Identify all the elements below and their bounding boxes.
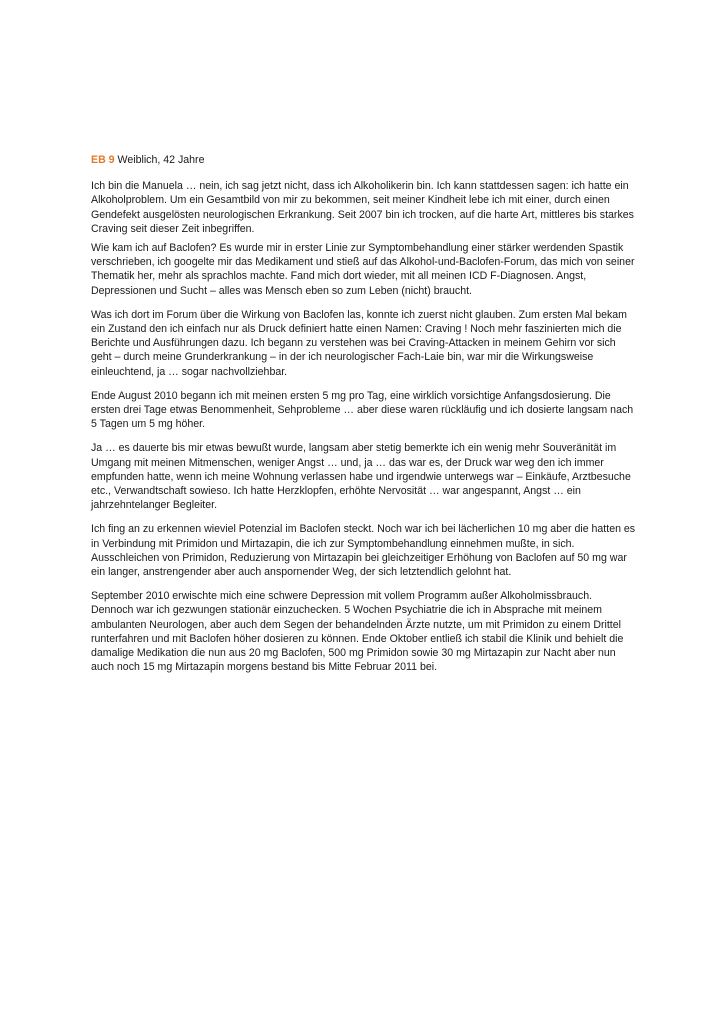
paragraph-4: Ende August 2010 begann ich mit meinen ersten 5 mg pro Tag, eine wirklich vorsichtige Anfangsdosierung. Die ersten drei Tage etwas Benommenheit, Sehprobleme … aber diese waren rückläufig und ich dosierte langsam nach 5 Tagen um 5 mg höher. (91, 389, 634, 431)
paragraph-1: Ich bin die Manuela … nein, ich sag jetzt nicht, dass ich Alkoholikerin bin. Ich kann stattdessen sagen: ich hatte ein Alkoholproblem. Um ein Gesamtbild von mir zu bekommen, seit meiner Kindheit lebe ich mit einer, durch einen Gendefekt ausgelösten neurologischen Erkrankung. Seit 2007 bin ich trocken, auf die harte Art, mittleres bis starkes Craving seit dieser Zeit inbegriffen. (91, 180, 634, 235)
paragraph-5: Ja … es dauerte bis mir etwas bewußt wurde, langsam aber stetig bemerkte ich ein wenig mehr Souveränität im Umgang mit meinen Mitmenschen, weniger Angst … und, ja … das war es, der Druck war weg den ich immer empfunden hatte, wenn ich meine Wohnung verlassen habe und irgendwie unterwegs war – Einkäufe, Arztbesuche etc., Verwandtschaft sowieso. Ich hatte Herzklopfen, erhöhte Nervosität … war angespannt, Angst … ein jahrzehntelanger Begleiter. (91, 442, 631, 512)
document-header (91, 153, 636, 167)
paragraph-7: September 2010 erwischte mich eine schwere Depression mit vollem Programm außer Alkoholmissbrauch. Dennoch war ich gezwungen stationär einzuchecken. 5 Wochen Psychiatrie die ich in Absprache mit meinem ambulanten Neurologen, aber auch dem Segen der behandelnden Ärzte nutzte, um mit Primidon zu einem Drittel runterfahren und mit Baclofen höher dosieren zu können. Ende Oktober entließ ich stabil die Klinik und behielt die damalige Medikation die nun aus 20 mg Baclofen, 500 mg Primidon sowie 30 mg Mirtazapin zur Nacht aber nun auch noch 15 mg Mirtazapin morgens bestand bis Mitte Februar 2011 bei. (91, 590, 624, 674)
document-subtitle: Weiblich, 42 Jahre (117, 154, 205, 166)
paragraph-6: Ich fing an zu erkennen wieviel Potenzial im Baclofen steckt. Noch war ich bei lächerlichen 10 mg aber die hatten es in Verbindung mit Primidon und Mirtazapin, die ich zur Symptombehandlung einnehmen mußte, in sich. Ausschleichen von Primidon, Reduzierung von Mirtazapin bei gleichzeitiger Erhöhung von Baclofen auf 50 mg war ein langer, anstrengender aber auch anspornender Weg, der sich letztendlich gelohnt hat. (91, 523, 636, 579)
paragraph-2: Wie kam ich auf Baclofen? Es wurde mir in erster Linie zur Symptombehandlung einer stärker werdenden Spastik verschrieben, ich googelte mir das Medikament und stieß auf das Alkohol-und-Baclofen-Forum, das mich von seiner Thematik her, mehr als sprachlos machte. Fand mich dort wieder, mit all meinen ICD F-Diagnosen. Angst, Depressionen und Sucht – alles was Mensch eben so zum Leben (nicht) braucht. (91, 242, 635, 297)
document-body (91, 153, 636, 685)
paragraph-3: Was ich dort im Forum über die Wirkung von Baclofen las, konnte ich zuerst nicht glauben. Zum ersten Mal bekam ein Zustand den ich einfach nur als Druck definiert hatte einen Namen: Craving ! Noch mehr faszinierten mich die Berichte und Ausführungen dazu. Ich begann zu verstehen was bei Craving-Attacken in meinem Gehirn vor sich geht – durch meine Grunderkrankung – in der ich neurologischer Fach-Laie bin, war mir die Wirkungsweise einleuchtend, ja … sogar nachvollziehbar. (91, 308, 628, 378)
document-code: EB 9 (91, 154, 115, 166)
